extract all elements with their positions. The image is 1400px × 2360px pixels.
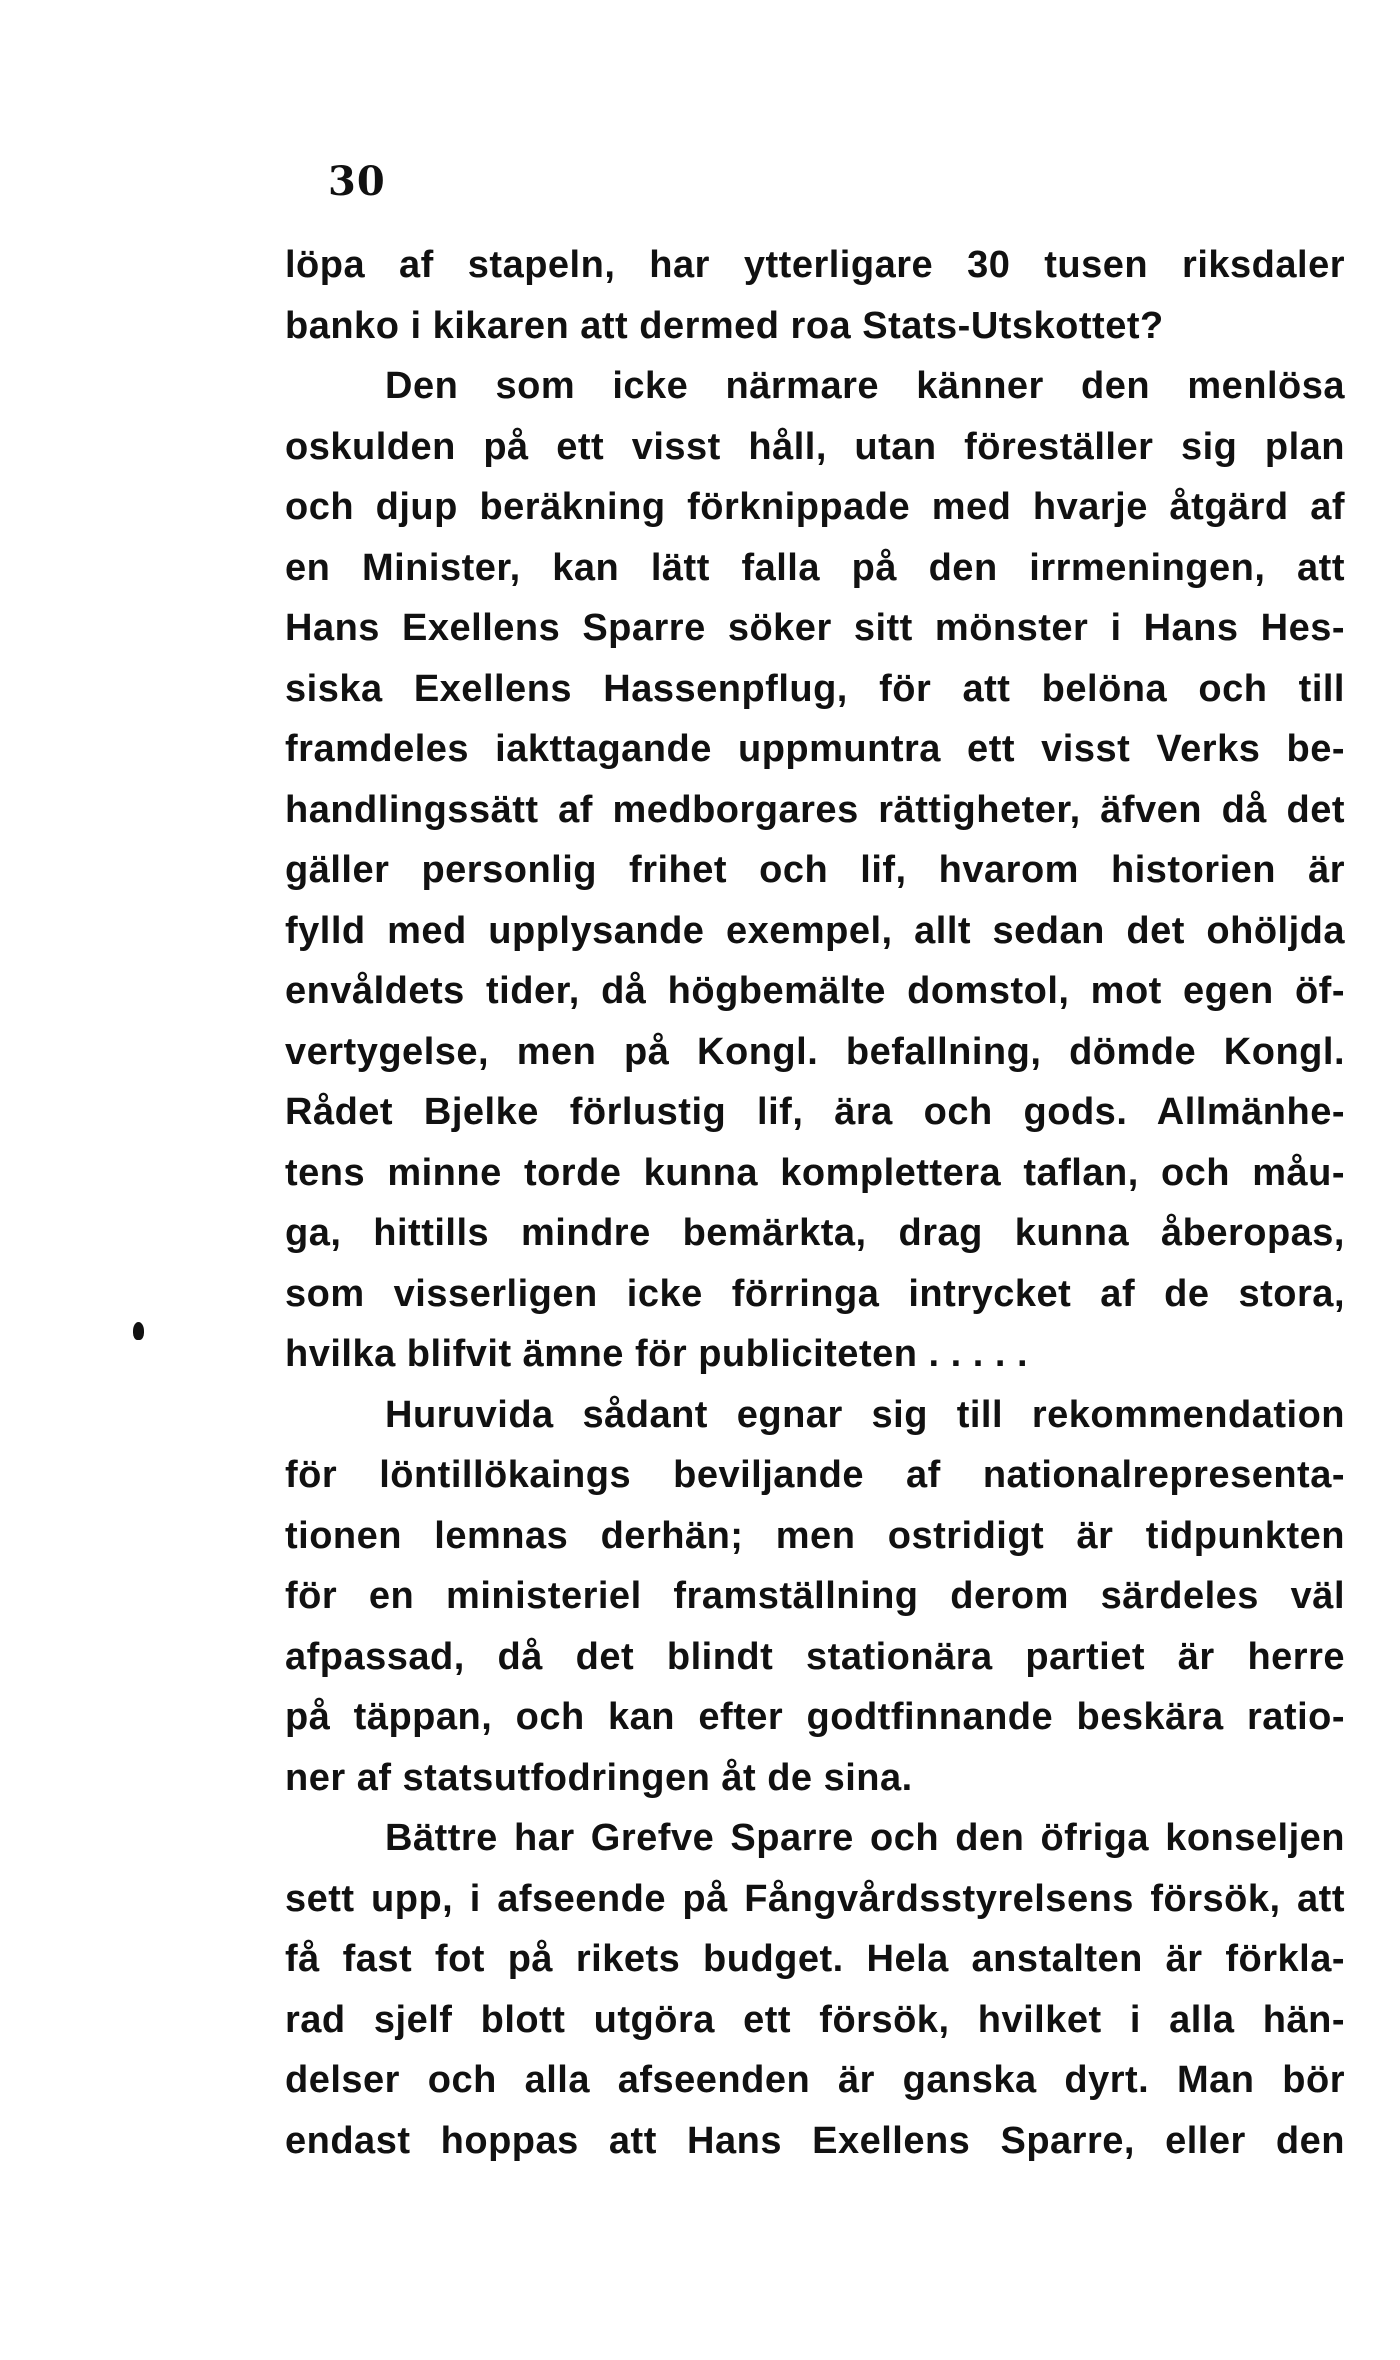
text-line: tionen lemnas derhän; men ostridigt är tidpunkten <box>285 1514 1345 1557</box>
margin-dot-mark <box>133 1322 144 1340</box>
text-line: hvilka blifvit ämne för publiciteten . . . . . <box>285 1333 1029 1375</box>
text-line: gäller personlig frihet och lif, hvarom historien är <box>285 849 1345 891</box>
text-line: envåldets tider, då högbemälte domstol, mot egen öf- <box>285 970 1345 1012</box>
text-line: en Minister, kan lätt falla på den irrmeningen, att <box>285 546 1345 589</box>
text-line: fylld med upplysande exempel, allt sedan det ohöljda <box>285 909 1345 952</box>
text-line: Rådet Bjelke förlustig lif, ära och gods. Allmänhe- <box>285 1091 1345 1133</box>
text-line: löpa af stapeln, har ytterligare 30 tusen riksdaler <box>285 244 1345 286</box>
text-line: Den som icke närmare känner den menlösa <box>385 365 1345 407</box>
page-number: 30 <box>328 158 386 205</box>
text-line: delser och alla afseenden är ganska dyrt. Man bör <box>285 2059 1345 2101</box>
text-line: på täppan, och kan efter godtfinnande beskära ratio- <box>285 1696 1345 1738</box>
text-line: Huruvida sådant egnar sig till rekommendation <box>385 1393 1345 1436</box>
text-line: banko i kikaren att dermed roa Stats-Utskottet? <box>285 304 1164 347</box>
text-line: endast hoppas att Hans Exellens Sparre, eller den <box>285 2119 1345 2162</box>
text-line: för en ministeriel framställning derom särdeles väl <box>285 1575 1345 1617</box>
text-line: handlingssätt af medborgares rättigheter, äfven då det <box>285 788 1345 831</box>
text-line: för löntillökaings beviljande af nationalrepresenta- <box>285 1454 1345 1496</box>
text-line: sett upp, i afseende på Fångvårdsstyrelsens försök, att <box>285 1877 1345 1920</box>
text-line: afpassad, då det blindt stationära partiet är herre <box>285 1635 1345 1678</box>
text-line: och djup beräkning förknippade med hvarje åtgärd af <box>285 486 1345 528</box>
text-line: vertygelse, men på Kongl. befallning, dömde Kongl. <box>285 1030 1345 1073</box>
text-line: framdeles iakttagande uppmuntra ett visst Verks be- <box>285 728 1345 770</box>
text-line: Bättre har Grefve Sparre och den öfriga konseljen <box>385 1817 1345 1859</box>
text-line: som visserligen icke förringa intrycket af de stora, <box>285 1272 1345 1315</box>
text-line: ga, hittills mindre bemärkta, drag kunna åberopas, <box>285 1212 1345 1254</box>
text-line: Hans Exellens Sparre söker sitt mönster i Hans Hes- <box>285 607 1345 649</box>
text-line: tens minne torde kunna komplettera taflan, och måu- <box>285 1151 1345 1194</box>
text-line: få fast fot på rikets budget. Hela anstalten är förkla- <box>285 1938 1345 1980</box>
text-line: siska Exellens Hassenpflug, för att belöna och till <box>285 667 1345 710</box>
text-line: ner af statsutfodringen åt de sina. <box>285 1756 913 1799</box>
page-body-text <box>285 235 1345 2171</box>
text-line: rad sjelf blott utgöra ett försök, hvilket i alla hän- <box>285 1998 1345 2041</box>
text-line: oskulden på ett visst håll, utan föreställer sig plan <box>285 425 1345 468</box>
